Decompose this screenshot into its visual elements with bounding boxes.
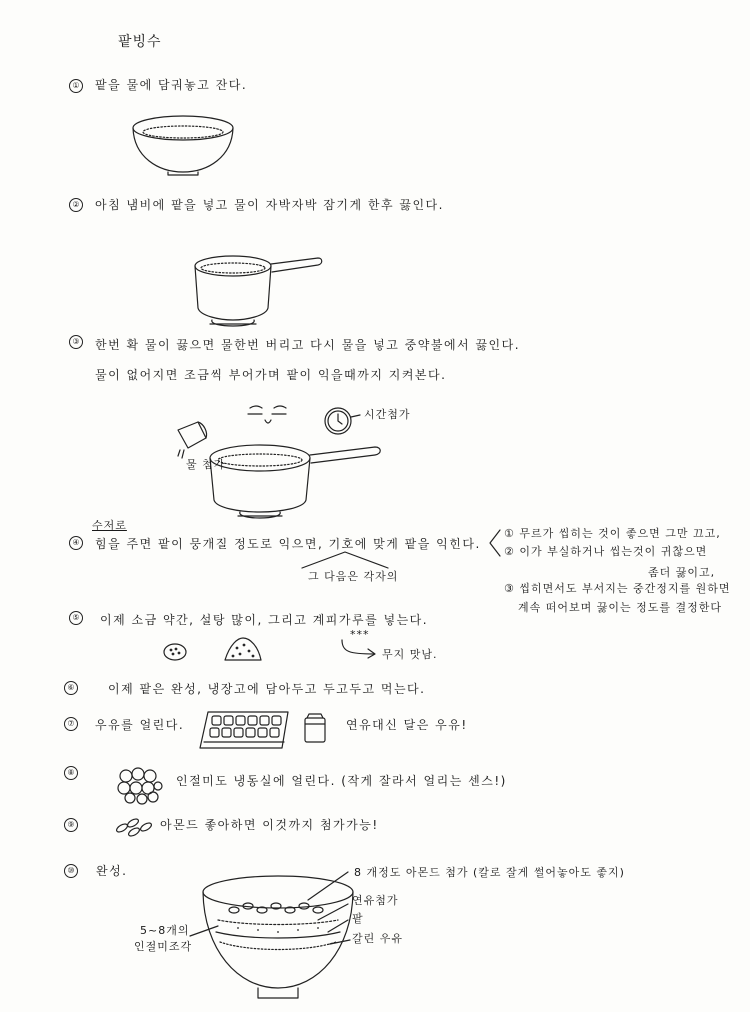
- step-7-text: 우유를 얼린다.: [95, 718, 185, 732]
- step-8-text: 인절미도 냉동실에 얼린다. (작게 잘라서 얼리는 센스!): [176, 774, 507, 788]
- injeolmi-label-line1: 5~8개의: [140, 924, 190, 937]
- step-1-number: ①: [69, 79, 83, 93]
- step-10-text: 완성.: [96, 864, 128, 878]
- shaved-milk-label: 갈린 우유: [352, 932, 404, 945]
- step-5-stars: ***: [350, 628, 370, 641]
- step-4-prefix: 수저로: [92, 519, 127, 532]
- arrow-mark: [340, 638, 380, 660]
- bracket-mark: [488, 528, 502, 558]
- timer-label: 시간첨가: [364, 408, 411, 421]
- almond-label: 8 개정도 아몬드 첨가 (칼로 잘게 썰어놓아도 좋지): [354, 866, 625, 879]
- step-4-text: 힘을 주면 팥이 뭉개질 정도로 익으면, 기호에 맞게 팥을 익힌다.: [95, 537, 481, 551]
- water-label: 물 첨가: [186, 458, 226, 471]
- step-4-number: ④: [69, 536, 83, 550]
- step-3-number: ③: [69, 335, 83, 349]
- step-5-text: 이제 소금 약간, 설탕 많이, 그리고 계피가루를 넣는다.: [100, 613, 429, 627]
- cooking-pot-drawing: [190, 242, 325, 332]
- soaking-bowl-drawing: [128, 112, 238, 177]
- step-2-number: ②: [69, 198, 83, 212]
- step-10-number: ⑩: [64, 864, 78, 878]
- page-title: 팥빙수: [118, 34, 162, 50]
- salt-pile-drawing: [160, 640, 190, 662]
- caret-mark: [300, 550, 390, 570]
- step-4-under-note: 그 다음은 각자의: [308, 570, 399, 583]
- injeolmi-label-line2: 인절미조각: [134, 940, 193, 953]
- condensed-milk-label: 연유첨가: [352, 894, 399, 907]
- injeolmi-drawing: [116, 766, 164, 806]
- step-7-extra: 연유대신 달은 우유!: [346, 718, 468, 732]
- step-7-number: ⑦: [64, 717, 78, 731]
- step-6-number: ⑥: [64, 681, 78, 695]
- side-note-2a: ② 이가 부실하거나 씹는것이 귀찮으면: [504, 545, 708, 558]
- sugar-pile-drawing: [222, 634, 264, 664]
- beans-label: 팥: [352, 912, 364, 925]
- step-5-number: ⑤: [69, 611, 83, 625]
- side-note-1: ① 무르가 씹히는 것이 좋으면 그만 끄고,: [504, 527, 721, 540]
- almond-drawing: [114, 814, 156, 838]
- step-6-text: 이제 팥은 완성, 냉장고에 담아두고 두고두고 먹는다.: [108, 682, 426, 696]
- clock-icon: [322, 405, 354, 437]
- step-9-number: ⑨: [64, 818, 78, 832]
- milk-carton-drawing: [302, 712, 328, 744]
- step-9-text: 아몬드 좋아하면 이것까지 첨가가능!: [160, 818, 379, 832]
- step-1-text: 팥을 물에 담궈놓고 잔다.: [95, 78, 248, 92]
- step-8-number: ⑧: [64, 766, 78, 780]
- side-note-2b: 좀더 끓이고,: [648, 566, 716, 579]
- step-3-text-line1: 한번 확 물이 끓으면 물한번 버리고 다시 물을 넣고 중약불에서 끓인다.: [95, 338, 521, 352]
- ice-tray-drawing: [198, 708, 293, 753]
- side-note-3b: 계속 떠어보며 끓이는 정도를 결정한다: [518, 601, 723, 614]
- step-3-text-line2: 물이 없어지면 조금씩 부어가며 팥이 익을때까지 지켜본다.: [95, 368, 447, 382]
- side-note-3a: ③ 씹히면서도 부서지는 중간정지를 원하면: [504, 582, 731, 595]
- step-5-note: 무지 맛남.: [382, 648, 438, 661]
- patbingsu-bowl-drawing: [198, 870, 363, 1005]
- step-2-text: 아침 냄비에 팥을 넣고 물이 자박자박 잠기게 한후 끓인다.: [95, 198, 444, 212]
